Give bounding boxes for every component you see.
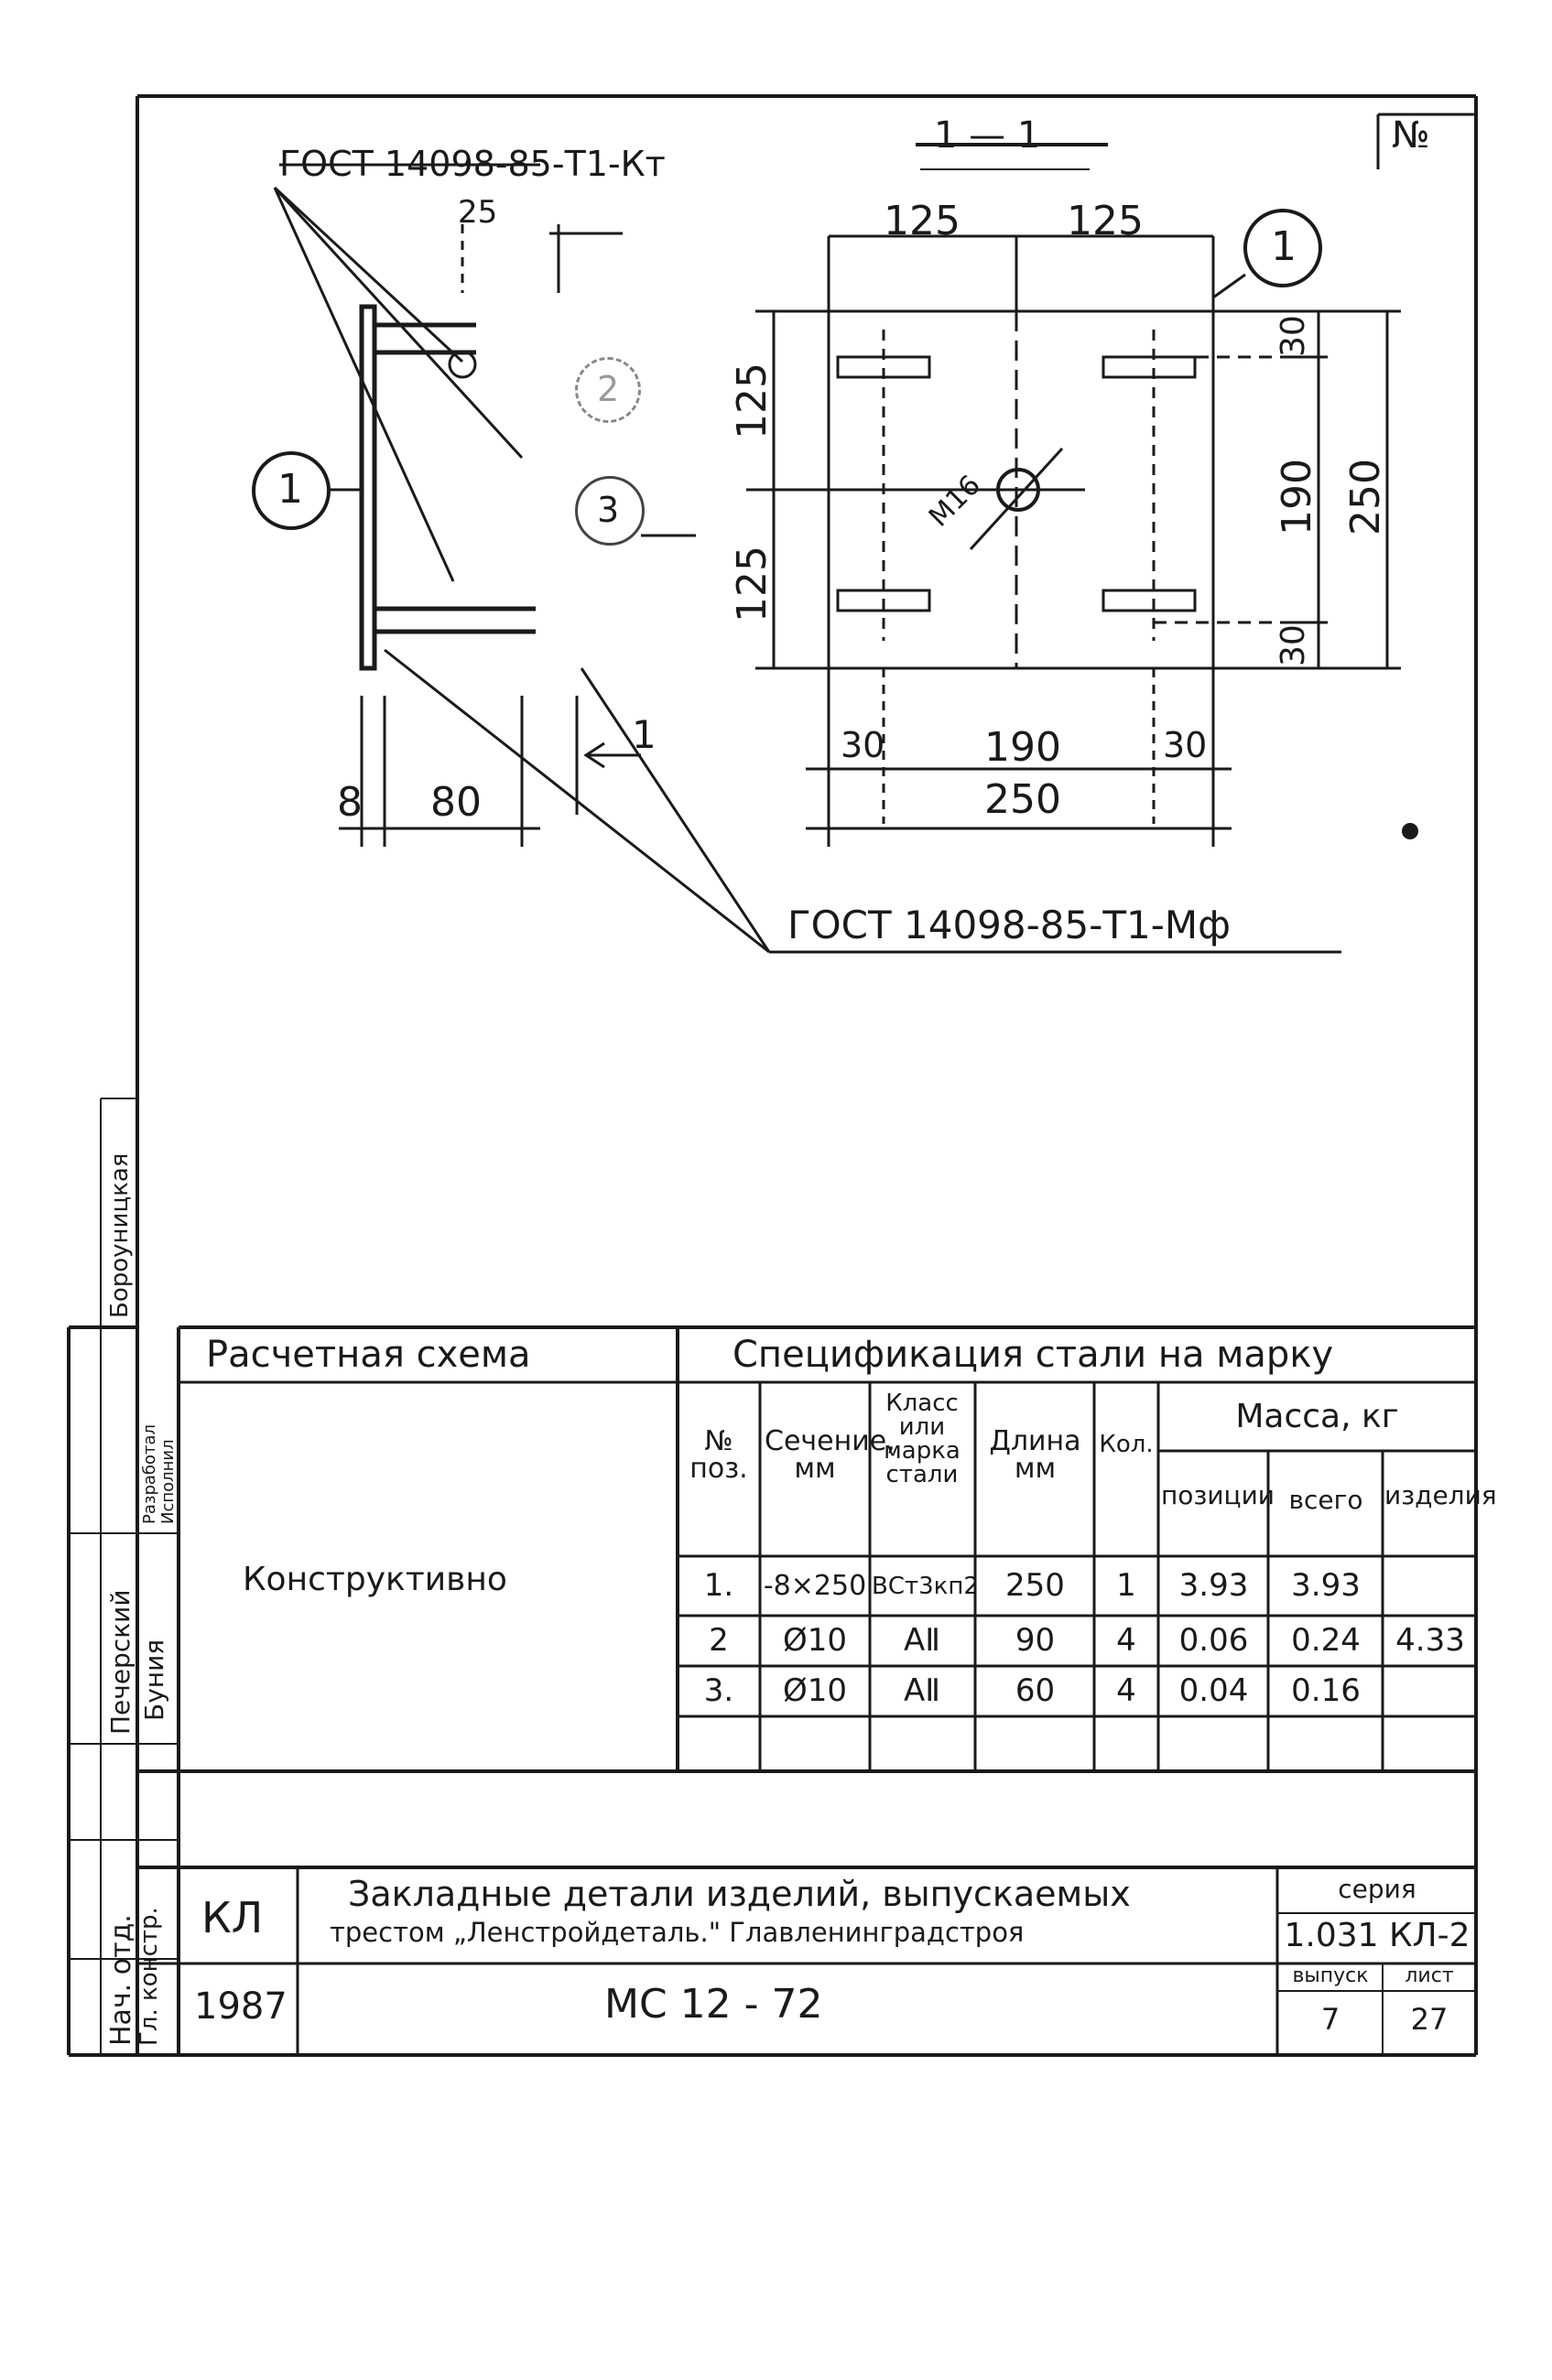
col-mass-total-header: всего [1288,1485,1363,1515]
dim-side-80: 80 [430,779,482,826]
dim-top-left: 125 [884,198,961,244]
cell-qty: 4 [1116,1672,1136,1709]
callout-number: 3 [597,490,620,530]
cell-mass-pos: 0.06 [1178,1622,1249,1659]
seria-value: 1.031 КЛ-2 [1284,1917,1471,1954]
cell-pos: 2 [709,1622,729,1659]
cell-section: -8×250 [763,1570,867,1602]
stamp-name-1: Бороуницкая [106,1152,134,1318]
col-qty-header: Кол. [1099,1431,1154,1458]
col-pos-header: № поз. [689,1425,748,1485]
cell-length: 90 [1015,1622,1056,1659]
mass-group-header: Масса, кг [1235,1398,1399,1435]
dim-left-upper: 125 [729,362,776,439]
dim-right-full: 250 [1342,459,1389,536]
gost-label-bottom: ГОСТ 14098-85-Т1-Мф [787,903,1232,947]
scheme-header: Расчетная схема [206,1334,531,1376]
cell-grade: АⅡ [904,1672,940,1709]
col-section-header: Сечение, мм [765,1425,895,1485]
dim-bottom-left: 30 [841,725,885,765]
stamp-role-4: Нач. отд. [105,1914,137,2046]
mark-code: МС 12 - 72 [604,1981,823,2028]
dim-right-top: 30 [1275,315,1312,357]
org-code: КЛ [201,1893,264,1942]
cell-pos: 1. [703,1567,734,1604]
sheet-value: 27 [1410,2002,1449,2037]
seria-label: серия [1338,1874,1416,1904]
spec-title: Спецификация стали на марку [733,1334,1334,1376]
callout-number: 1 [277,466,303,513]
stamp-role-5: Гл. констр. [136,1907,163,2046]
issue-value: 7 [1320,2002,1340,2037]
dim-top-right: 125 [1067,198,1144,244]
cell-section: Ø10 [782,1672,848,1709]
cell-mass-pos: 3.93 [1178,1567,1249,1604]
section-arrow-label: 1 [632,712,657,757]
callout-number: 1 [1271,223,1297,270]
col-length-header: Длина мм [989,1425,1081,1485]
scheme-body: Конструктивно [243,1561,507,1598]
dim-bottom-full: 250 [984,776,1061,823]
item-mass: 4.33 [1395,1622,1465,1659]
callout-number: 2 [597,369,620,409]
cell-pos: 3. [703,1672,734,1709]
gost-label-top: ГОСТ 14098-85-Т1-Кт [279,144,666,184]
cell-mass-total: 3.93 [1291,1567,1361,1604]
stamp-role-2: Исполнил [158,1439,178,1524]
dim-right-mid: 190 [1274,459,1320,536]
sheet-label: лист [1405,1964,1454,1987]
col-mass-item-header: изделия [1384,1480,1497,1510]
cell-qty: 4 [1116,1622,1136,1659]
corner-mark: № [1392,114,1430,157]
cell-mass-pos: 0.04 [1178,1672,1249,1709]
cell-grade: АⅡ [904,1622,940,1659]
col-mass-pos-header: позиции [1161,1480,1275,1510]
cell-length: 250 [1005,1567,1065,1604]
stamp-role-1: Разработал [140,1423,159,1524]
dim-left-lower: 125 [729,546,776,622]
dim-side-8: 8 [337,779,363,826]
small-dimension: 25 [458,194,498,231]
dim-right-bottom: 30 [1275,624,1312,666]
cell-qty: 1 [1116,1567,1136,1604]
cell-length: 60 [1015,1672,1056,1709]
dim-bottom-right: 30 [1163,725,1208,765]
cell-grade: ВСт3кп2 [872,1573,979,1600]
cell-mass-total: 0.16 [1291,1672,1361,1709]
stamp-name-2: Печерский [105,1589,136,1735]
title-line-1: Закладные детали изделий, выпускаемых [348,1874,1131,1914]
title-line-2: трестом „Ленстройдеталь." Главленинградстроя [330,1917,1025,1948]
year: 1987 [194,1985,288,2028]
stamp-name-3: Буния [139,1639,169,1721]
cell-section: Ø10 [782,1622,848,1659]
issue-label: выпуск [1292,1964,1369,1987]
section-label: 1 — 1 [934,114,1041,157]
col-class-header: Класс или марка стали [884,1390,961,1488]
cell-mass-total: 0.24 [1291,1622,1361,1659]
bolt-label: М16 [922,469,987,534]
dim-bottom-mid: 190 [984,724,1061,771]
